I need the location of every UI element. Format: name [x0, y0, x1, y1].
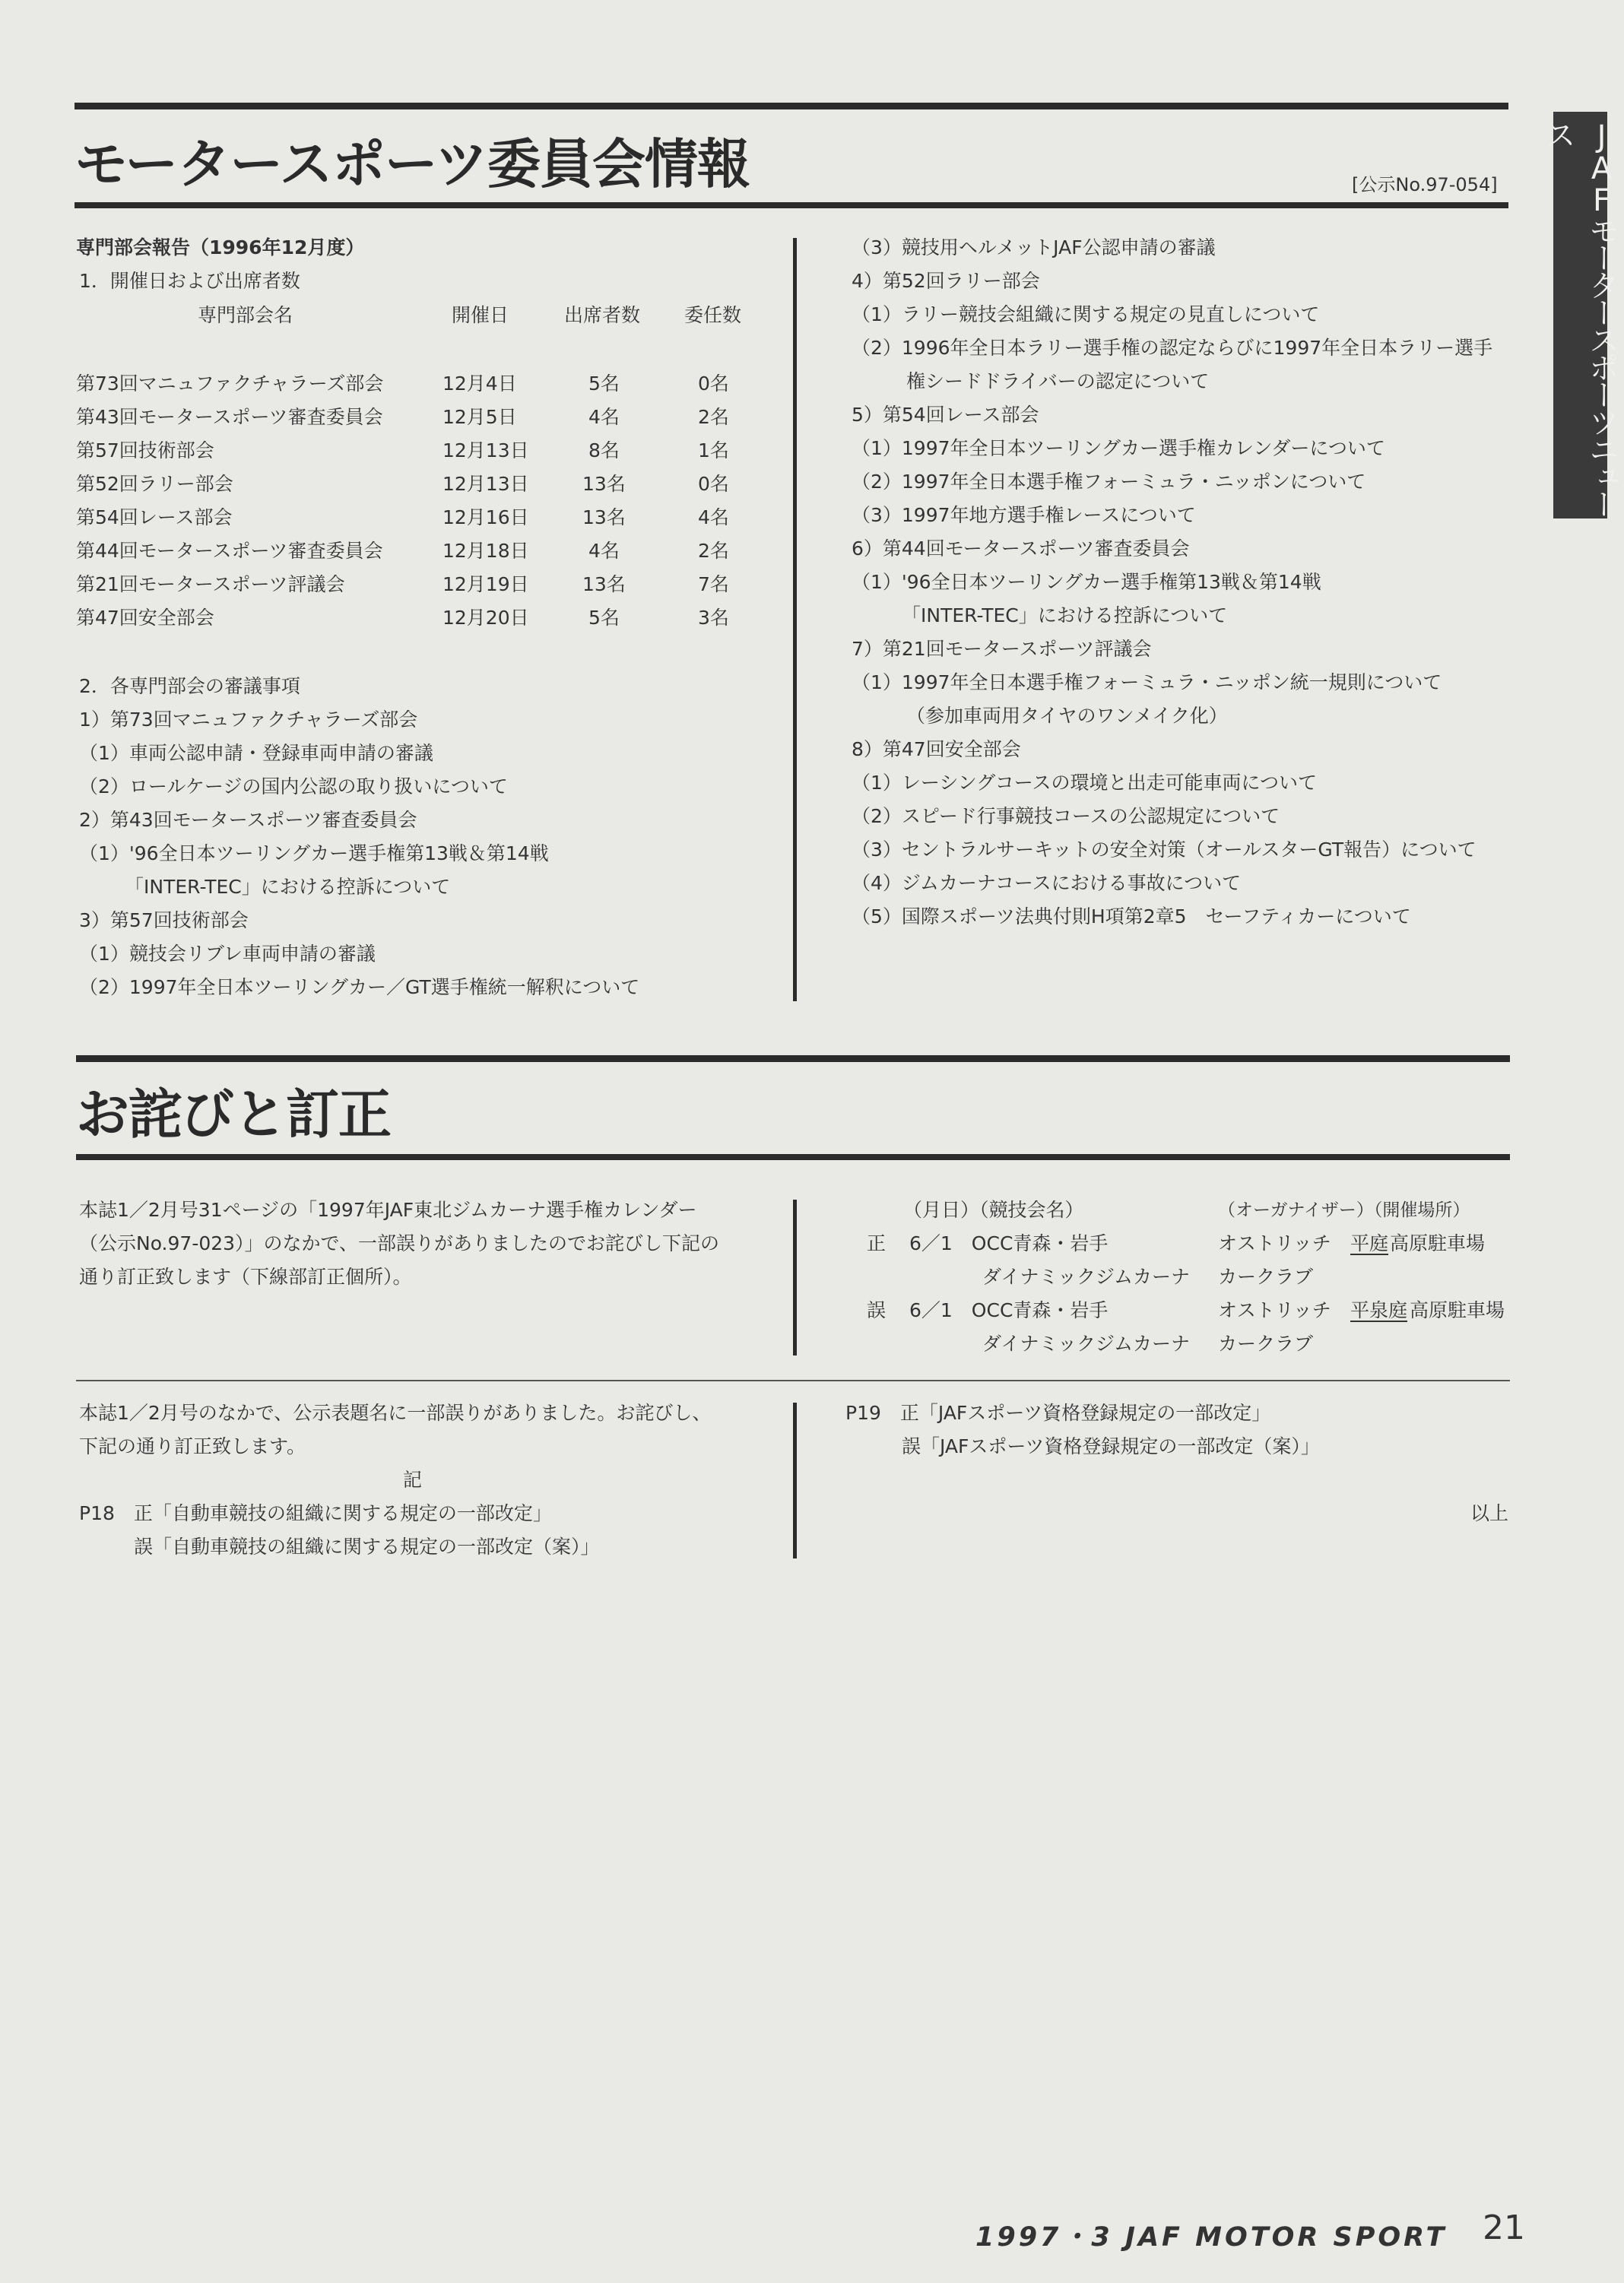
- list-item: 8）第47回安全部会: [852, 738, 1021, 760]
- wrong-date-event: 6／1 OCC青森・岩手: [909, 1299, 1109, 1321]
- row-committee: 第44回モータースポーツ審査委員会: [76, 540, 383, 562]
- list-item: 1）第73回マニュファクチャラーズ部会: [79, 709, 418, 731]
- list-item: （5）国際スポーツ法典付則H項第2章5 セーフティカーについて: [852, 905, 1411, 927]
- list-item: （3）1997年地方選手権レースについて: [852, 504, 1196, 526]
- row-attendees: 4名: [588, 540, 620, 562]
- row-date: 12月5日: [442, 406, 517, 428]
- row-date: 12月20日: [442, 607, 529, 629]
- wrong-label: 誤: [867, 1299, 887, 1321]
- row-committee: 第57回技術部会: [76, 439, 214, 461]
- row-committee: 第73回マニュファクチャラーズ部会: [76, 373, 384, 395]
- col-header-right: （オーガナイザー）（開催場所）: [1218, 1200, 1470, 1220]
- list-item: （2）ロールケージの国内公認の取り扱いについて: [79, 775, 508, 797]
- paragraph-line: 本誌1／2月号31ページの「1997年JAF東北ジムカーナ選手権カレンダー: [79, 1199, 697, 1221]
- section2-title: お詫びと訂正: [76, 1083, 391, 1146]
- list-item: 3）第57回技術部会: [79, 909, 249, 931]
- section1-bottom-rule: [75, 202, 1508, 208]
- side-section-tab: JAFモータースポーツニュース: [1553, 112, 1607, 518]
- section2-top-rule: [76, 1055, 1510, 1062]
- column-divider: [793, 1403, 797, 1558]
- block-separator: [76, 1380, 1510, 1381]
- attendance-heading: 1．開催日および出席者数: [79, 270, 300, 292]
- list-item: （3）セントラルサーキットの安全対策（オールスターGT報告）について: [852, 839, 1477, 861]
- row-proxies: 7名: [698, 573, 729, 595]
- list-item: （1）'96全日本ツーリングカー選手権第13戦＆第14戦: [79, 842, 549, 864]
- section1-title: モータースポーツ委員会情報: [75, 133, 750, 195]
- row-proxies: 2名: [698, 406, 729, 428]
- list-item: （1）1997年全日本選手権フォーミュラ・ニッポン統一規則について: [852, 671, 1442, 693]
- correct-event-line2: ダイナミックジムカーナ: [982, 1266, 1191, 1288]
- row-proxies: 0名: [698, 473, 729, 495]
- list-item: 権シードドライバーの認定について: [906, 370, 1210, 392]
- magazine-footer: 1997・3 JAF MOTOR SPORT: [975, 2222, 1448, 2253]
- list-item: 2）第43回モータースポーツ審査委員会: [79, 809, 417, 831]
- list-item: （2）スピード行事競技コースの公認規定について: [852, 805, 1280, 827]
- list-item: （4）ジムカーナコースにおける事故について: [852, 872, 1242, 894]
- list-item: （参加車両用タイヤのワンメイク化）: [906, 705, 1228, 727]
- correct-organizer-line2: カークラブ: [1218, 1266, 1314, 1288]
- p18-wrong: 誤「自動車競技の組織に関する規定の一部改定（案）」: [134, 1536, 600, 1558]
- wrong-organizer-line2: カークラブ: [1218, 1333, 1314, 1355]
- column-divider: [793, 238, 797, 1001]
- table-header-proxies: 委任数: [684, 304, 742, 326]
- row-proxies: 3名: [698, 607, 729, 629]
- table-header-committee: 専門部会名: [198, 304, 293, 326]
- row-date: 12月18日: [442, 540, 529, 562]
- list-item: （1）'96全日本ツーリングカー選手権第13戦＆第14戦: [852, 571, 1321, 593]
- paragraph-line: （公示No.97-023）」のなかで、一部誤りがありましたのでお詫びし下記の: [79, 1232, 720, 1254]
- ki-mark: 記: [403, 1469, 423, 1491]
- col-header-left: （月日）（競技会名）: [903, 1199, 1084, 1221]
- row-attendees: 8名: [588, 439, 620, 461]
- section2-bottom-rule: [76, 1154, 1510, 1160]
- list-item: （2）1996年全日本ラリー選手権の認定ならびに1997年全日本ラリー選手: [852, 337, 1493, 359]
- correct-venue-rest: 高原駐車場: [1390, 1232, 1486, 1254]
- paragraph-line: 通り訂正致します（下線部訂正個所）。: [79, 1266, 412, 1288]
- list-item: （1）レーシングコースの環境と出走可能車両について: [852, 772, 1318, 794]
- paragraph-line: 本誌1／2月号のなかで、公示表題名に一部誤りがありました。お詫びし、: [79, 1402, 712, 1424]
- paragraph-line: 下記の通り訂正致します。: [79, 1435, 306, 1457]
- list-item: 「INTER-TEC」における控訴について: [125, 876, 451, 898]
- row-date: 12月13日: [442, 439, 529, 461]
- closing-ijo: 以上: [1470, 1502, 1509, 1524]
- table-header-attendees: 出席者数: [564, 304, 641, 326]
- row-date: 12月4日: [442, 373, 517, 395]
- list-item: （3）競技用ヘルメットJAF公認申請の審議: [852, 236, 1216, 258]
- row-proxies: 1名: [698, 439, 729, 461]
- p19-wrong: 誤「JAFスポーツ資格登録規定の一部改定（案）」: [902, 1435, 1320, 1457]
- table-header-date: 開催日: [452, 304, 509, 326]
- section1-top-rule: [75, 103, 1508, 109]
- row-committee: 第47回安全部会: [76, 607, 214, 629]
- correct-venue-underlined: 平庭: [1350, 1232, 1389, 1254]
- page-number: 21: [1483, 2208, 1525, 2247]
- row-date: 12月13日: [442, 473, 529, 495]
- row-attendees: 13名: [582, 473, 626, 495]
- list-item: （2）1997年全日本ツーリングカー／GT選手権統一解釈について: [79, 976, 640, 998]
- row-proxies: 0名: [698, 373, 729, 395]
- row-date: 12月19日: [442, 573, 529, 595]
- correct-label: 正: [867, 1232, 887, 1254]
- row-attendees: 13名: [582, 573, 626, 595]
- row-attendees: 5名: [588, 373, 620, 395]
- list-item: 6）第44回モータースポーツ審査委員会: [852, 537, 1190, 560]
- row-attendees: 5名: [588, 607, 620, 629]
- correct-date-event: 6／1 OCC青森・岩手: [909, 1232, 1109, 1254]
- list-item: （1）1997年全日本ツーリングカー選手権カレンダーについて: [852, 437, 1385, 459]
- list-item: 2．各専門部会の審議事項: [79, 675, 300, 697]
- notice-number: [公示No.97-054]: [1352, 174, 1498, 195]
- row-attendees: 4名: [588, 406, 620, 428]
- list-item: （1）車両公認申請・登録車両申請の審議: [79, 742, 433, 764]
- report-heading: 専門部会報告（1996年12月度）: [76, 236, 365, 258]
- wrong-venue-underlined: 平泉庭: [1350, 1299, 1408, 1321]
- wrong-organizer: オストリッチ: [1218, 1299, 1331, 1321]
- row-committee: 第52回ラリー部会: [76, 473, 233, 495]
- row-proxies: 4名: [698, 506, 729, 528]
- wrong-event-line2: ダイナミックジムカーナ: [982, 1333, 1191, 1355]
- list-item: 4）第52回ラリー部会: [852, 270, 1040, 292]
- row-committee: 第21回モータースポーツ評議会: [76, 573, 345, 595]
- list-item: （2）1997年全日本選手権フォーミュラ・ニッポンについて: [852, 471, 1366, 493]
- row-committee: 第43回モータースポーツ審査委員会: [76, 406, 383, 428]
- row-committee: 第54回レース部会: [76, 506, 233, 528]
- row-date: 12月16日: [442, 506, 529, 528]
- list-item: （1）競技会リブレ車両申請の審議: [79, 943, 376, 965]
- list-item: 「INTER-TEC」における控訴について: [902, 604, 1228, 626]
- row-proxies: 2名: [698, 540, 729, 562]
- row-attendees: 13名: [582, 506, 626, 528]
- p19-correct: P19 正「JAFスポーツ資格登録規定の一部改定」: [845, 1402, 1271, 1424]
- list-item: 5）第54回レース部会: [852, 404, 1039, 426]
- list-item: 7）第21回モータースポーツ評議会: [852, 638, 1152, 660]
- wrong-venue-rest: 高原駐車場: [1410, 1299, 1505, 1321]
- list-item: （1）ラリー競技会組織に関する規定の見直しについて: [852, 303, 1320, 325]
- correct-organizer: オストリッチ: [1218, 1232, 1331, 1254]
- p18-correct: P18 正「自動車競技の組織に関する規定の一部改定」: [79, 1502, 552, 1524]
- column-divider: [793, 1200, 797, 1356]
